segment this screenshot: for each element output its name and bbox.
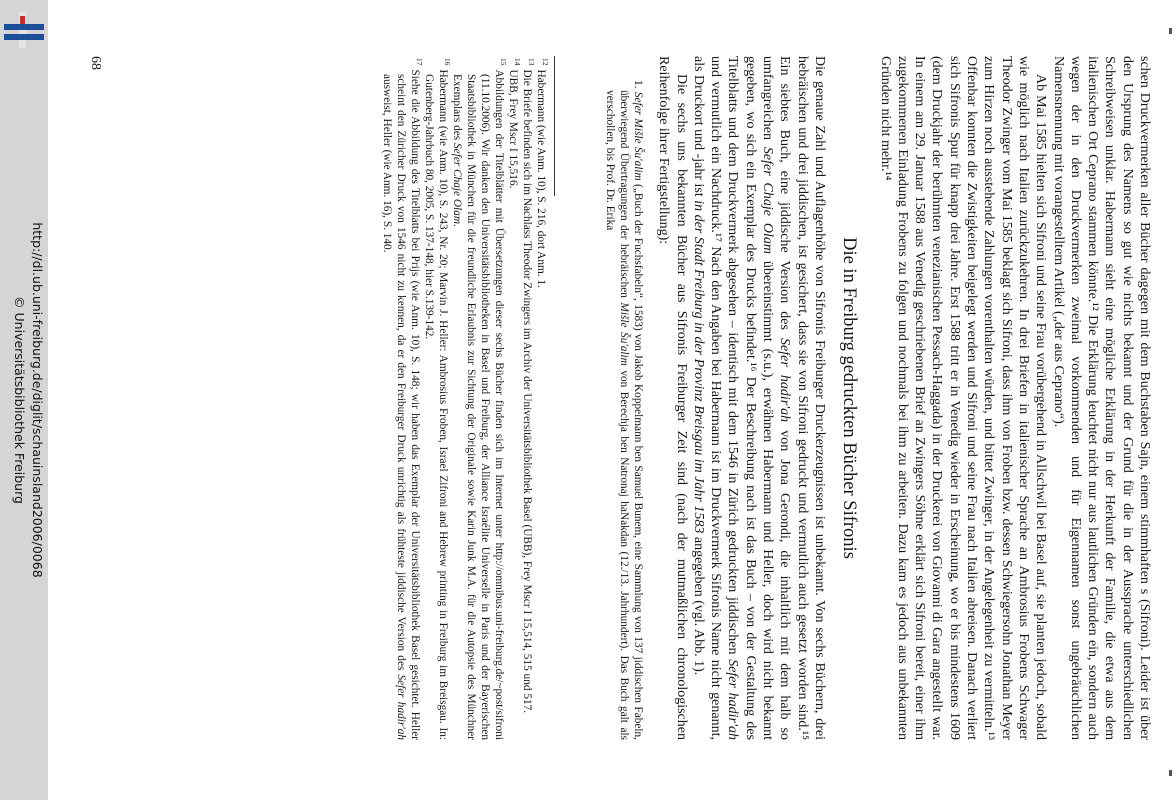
permalink-block bbox=[10, 222, 46, 577]
viewer-sidebar bbox=[0, 0, 48, 800]
document-page bbox=[73, 20, 1163, 780]
book-list-item: 1. Sefer Mišle Šu'alim („Buch der Fuchsfabeln“, 1583) von Jakob Koppelmann ben Samuel Bunem, eine Sammlung von 137 jiddischen Fabeln, überwiegend Übertragungen der hebräischen Mišle Šu'alim von Berechja ben Natronaj haNakdan (12./13. Jahrhundert). Das Buch galt als verschollen, bis Prof. Dr. Erika bbox=[603, 80, 644, 740]
page-number: 68 bbox=[88, 56, 104, 70]
footnote: $^{14}$UBB, Frey Mscr I 15,516. bbox=[506, 58, 522, 189]
body-paragraph: Ab Mai 1585 hielten sich Sifroni und seine Frau vorübergehend in Allschwil bei Basel auf, sie planten jedoch, sobald wie möglich nach Italien zurückzukehren. In drei Briefen in italienischer Sprache an Ambrosius Frobens Schwager Theodor Zwinger vom Mai 1585 beklagt sich Sifroni, dass ihm von Froben bzw. dessen Schwiegersohn Jonathan Meyer zum Hirzen noch ausstehende Zahlungen vorenthalten würden, und bittet Zwinger, in der Angelegenheit zu vermitteln.¹³ Offenbar konnten die Zwistigkeiten beigelegt werden und Sifroni und seine Frau nach Italien abreisen. Danach verliert sich Sifronis Spur für knapp drei Jahre. Erst 1588 tritt er in Venedig wieder in Erscheinung, wo er bis mindestens 1609 (dem Druckjahr der berühmten venezianischen Pessach-Haggada) in der Druckerei von Giovanni di Gara angestellt war. In einem am 29. Januar 1588 aus Venedig geschriebenen Brief an Zwingers Söhne erklärt sich Sifroni bereit, einer ihm zugekommenen Einladung Frobens zu folgen und nochmals bei ihm zu arbeiten. Dazu kam es jedoch aus unbekannten Gründen nicht mehr.¹⁴ bbox=[877, 56, 1049, 740]
footnote: $^{12}$Habermann (wie Anm. 10), S. 216, dort Anm. 1. bbox=[534, 58, 550, 288]
section-heading: Die in Freiburg gedruckten Bücher Sifronis bbox=[839, 237, 860, 559]
body-paragraph: Die sechs uns bekannten Bücher aus Sifronis Freiburger Zeit sind (nach der mutmaßlichen chronologischen Reihenfolge ihrer Fertigstellung): bbox=[656, 56, 689, 740]
copyright-notice: © Universitätsbibliothek Freiburg bbox=[12, 296, 27, 504]
footnote-divider bbox=[554, 56, 555, 196]
document-viewport bbox=[48, 0, 1176, 800]
footnote: $^{13}$Die Briefe befinden sich im Nachlass Theodor Zwingers im Archiv der Universitätsbibliothek Basel (UBB), Frey Mscr I 15,514, 515 und 517. bbox=[520, 58, 536, 714]
body-paragraph: Die genaue Zahl und Auflagenhöhe von Sifronis Freiburger Druckerzeugnissen ist unbekannt. Von sechs Büchern, drei hebräischen und drei jiddischen, ist gesichert, dass sie von Sifroni gedruckt und vermutlich auch gesetzt worden sind.¹⁵ Ein siebtes Buch, eine jiddische Version des Sefer hadir'ah von Jona Gerondi, die inhaltlich mit dem halb so umfangreichen Sefer Chaje Olam übereinstimmt (s.u.), erwähnen Habermann und Heller, doch wird nicht bekannt gegeben, wo sich ein Exemplar des Drucks befindet.¹⁶ Der Beschreibung nach ist das Buch – von der Gestaltung des Titelblatts und dem Druckvermerk abgesehen – identisch mit dem 1546 in Zürich gedruckten jiddischen Sefer hadir'ah und vermutlich ein Nachdruck.¹⁷ Nach den Angaben bei Habermann ist im Druckvermerk Sifronis Name nicht genannt, als Druckort und -jahr ist in der Stadt Freiburg in der Provinz Breisgau im Jahr 1583 angegeben (vgl. Abb. 1). bbox=[690, 56, 827, 740]
footnote: $^{16}$Habermann (wie Anm. 10), S. 243, Nr. 20; Marvin J. Heller: Ambrosius Froben, Israel Zifroni and Hebrew printing in Freiburg im Breisgau. In: Gutenberg-Jahrbuch 80, 2005, S. 137-148, hier S.139-142. bbox=[422, 58, 452, 740]
footnote: $^{17}$Siehe die Abbildung des Titelblatts bei Prijs (wie Anm. 10), S. 148; wir haben das Exemplar der Universitätsbibliothek Basel gesichtet. Heller scheint den Züricher Druck von 1546 nicht zu kennen, da er den Freiburger Druck unrichtig als frühteste jiddische Version des Sefer hadir'ah ausweist, Heller (wie Anm. 16), S. 140. bbox=[380, 58, 424, 740]
footnote: $^{15}$Abbildungen der Titelblätter mit Übersetzungen dieser sechs Bücher finden sich im Internet unter http://omnibus.uni-freiburg.de/~post/sifroni (11.10.2006). Wir danken den Universitätsbibliotheken in Basel und Freiburg, der Alliance Israélite Universelle in Paris und der Bayerischen Staatsbibliothek in München für die freundliche Erlaubnis zur Sichtung der Originale sowie Karin Junk M.A. für die Autopsie des Münchner Exemplars des Sefer Chaje Olam. bbox=[450, 58, 508, 740]
url-container bbox=[0, 0, 48, 800]
permalink-url[interactable]: http://dl.ub.uni-freiburg.de/diglit/schauinsland2006/0068 bbox=[30, 222, 45, 578]
scan-edge-mark bbox=[1169, 28, 1172, 34]
scan-edge-mark bbox=[1169, 770, 1172, 776]
body-paragraph: schen Druckvermerken aller Bücher dagegen mit dem Buchstaben Sajn, einem stimmhaften s (Sifroni). Leider ist über den Ursprung des Namens so gut wie nichts bekannt und der Grund für die in der Aussprache unterschiedlichen Schreibweisen unklar. Habermann sieht eine mögliche Erklärung in der Herkunft der Familie, die etwa aus dem italienischen Ort Ceprano stammen könnte.¹² Die Erklärung leuchtet nicht nur aus lautlichen Gründen ein, sondern auch wegen der in den Druckvermerken zweimal vorkommenden und für Eigennamen sonst ungebräuchlichen Namensnennung mit vorangestelltem Artikel („der aus Ceprano“). bbox=[1050, 56, 1152, 740]
